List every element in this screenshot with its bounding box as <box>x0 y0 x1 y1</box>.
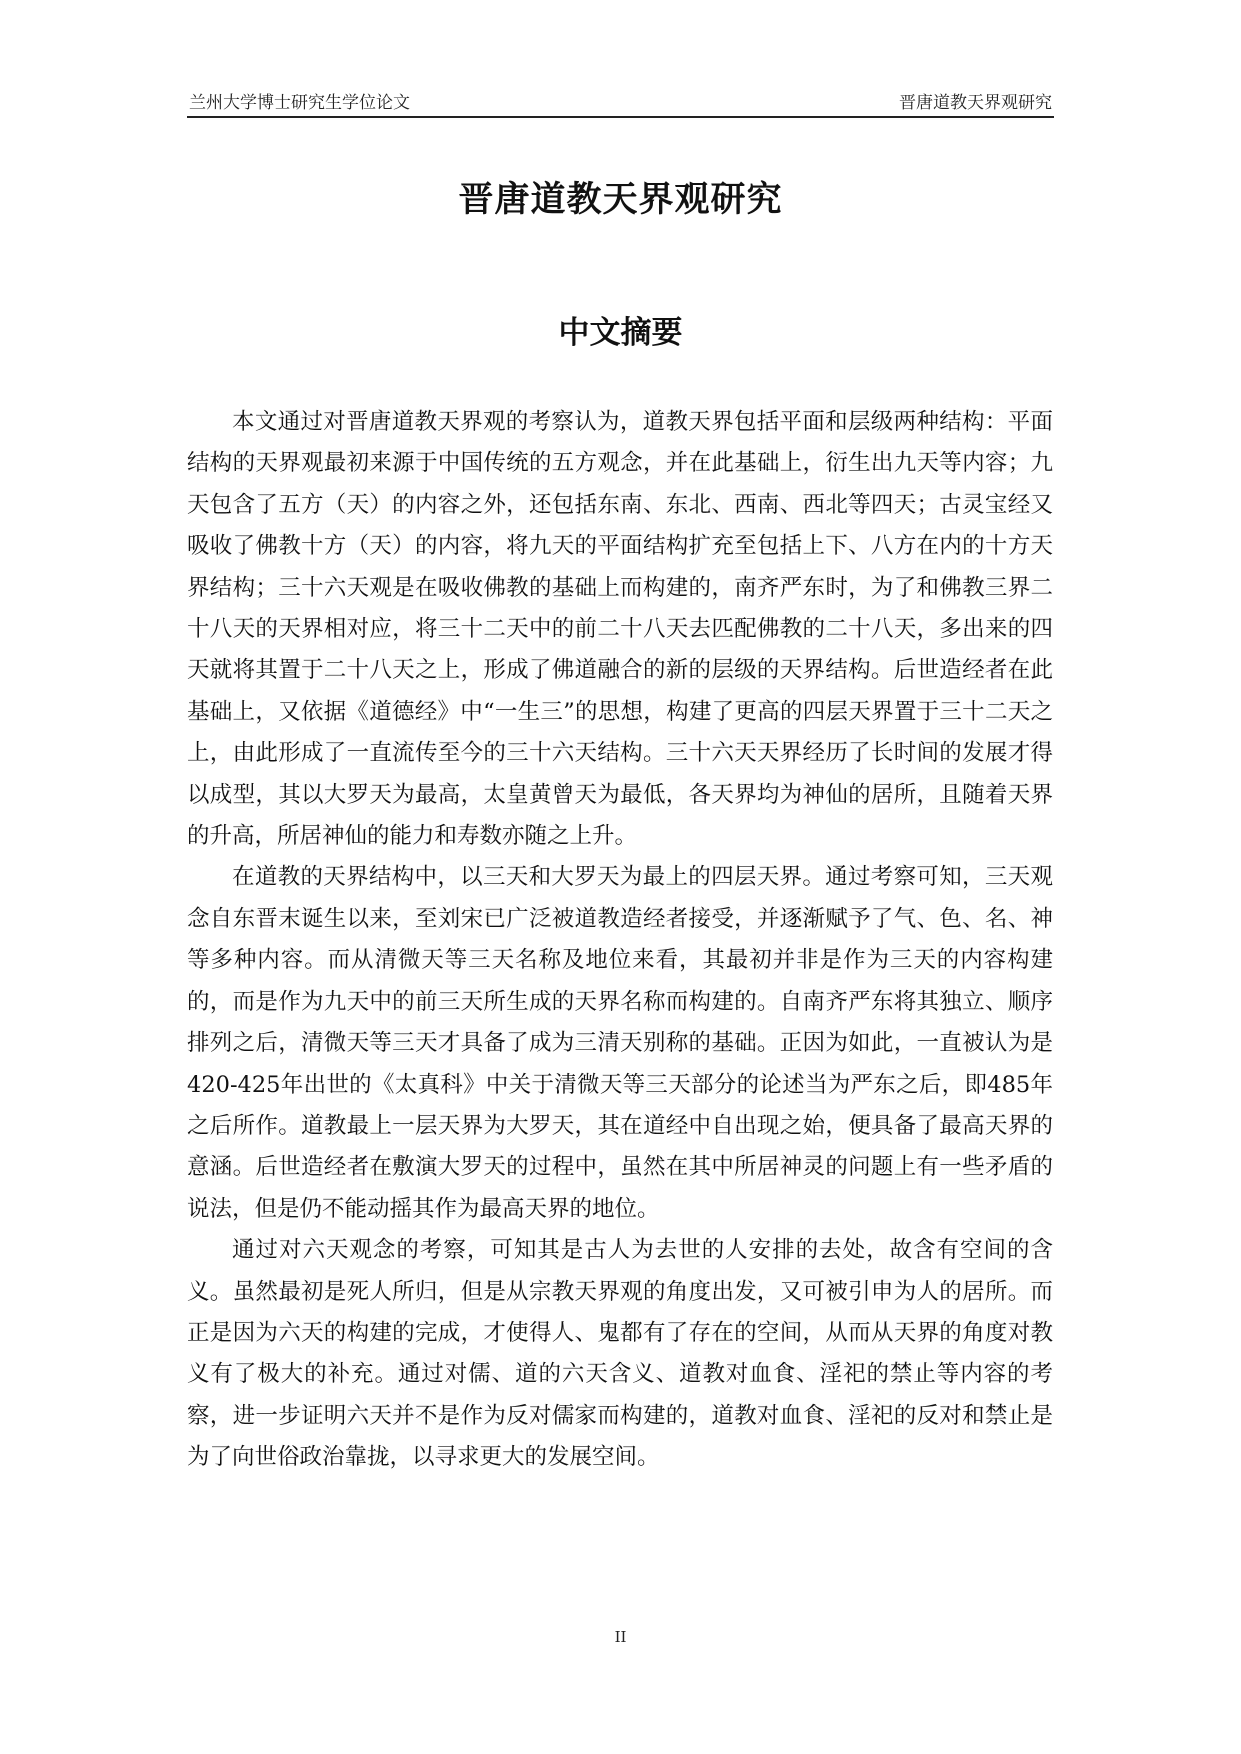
section-title: 中文摘要 <box>558 315 683 351</box>
header-university-label: 兰州大学博士研究生学位论文 <box>189 93 410 113</box>
abstract-paragraph: 本文通过对晋唐道教天界观的考察认为，道教天界包括平面和层级两种结构：平面结构的天界观最初来源于中国传统的五方观念，并在此基础上，衍生出九天等内容；九天包含了五方（天）的内容之外，还包括东南、东北、西南、西北等四天；古灵宝经又吸收了佛教十方（天）的内容，将九天的平面结构扩充至包括上下、八方在内的十方天界结构；三十六天观是在吸收佛教的基础上而构建的，南齐严东时，为了和佛教三界二十八天的天界相对应，将三十二天中的前二十八天去匹配佛教的二十八天，多出来的四天就将其置于二十八天之上，形成了佛道融合的新的层级的天界结构。后世造经者在此基础上，又依据《道德经》中“一生三”的思想，构建了更高的四层天界置于三十二天之上，由此形成了一直流传至今的三十六天结构。三十六天天界经历了长时间的发展才得以成型，其以大罗天为最高，太皇黄曾天为最低，各天界均为神仙的居所，且随着天界的升高，所居神仙的能力和寿数亦随之上升。 <box>187 409 1053 850</box>
abstract-paragraph: 通过对六天观念的考察，可知其是古人为去世的人安排的去处，故含有空间的含义。虽然最初是死人所归，但是从宗教天界观的角度出发，又可被引申为人的居所。而正是因为六天的构建的完成，才使得人、鬼都有了存在的空间，从而从天界的角度对教义有了极大的补充。通过对儒、道的六天含义、道教对血食、淫祀的禁止等内容的考察，进一步证明六天并不是作为反对儒家而构建的，道教对血食、淫祀的反对和禁止是为了向世俗政治靠拢，以寻求更大的发展空间。 <box>187 1237 1053 1471</box>
header-thesis-label: 晋唐道教天界观研究 <box>899 93 1052 113</box>
thesis-title: 晋唐道教天界观研究 <box>458 180 783 220</box>
running-header <box>187 86 1054 118</box>
abstract-paragraph: 在道教的天界结构中，以三天和大罗天为最上的四层天界。通过考察可知，三天观念自东晋末诞生以来，至刘宋已广泛被道教造经者接受，并逐渐赋予了气、色、名、神等多种内容。而从清微天等三天名称及地位来看，其最初并非是作为三天的内容构建的，而是作为九天中的前三天所生成的天界名称而构建的。自南齐严东将其独立、顺序排列之后，清微天等三天才具备了成为三清天别称的基础。正因为如此，一直被认为是420-425年出世的《太真科》中关于清微天等三天部分的论述当为严东之后，即485年之后所作。道教最上一层天界为大罗天，其在道经中自出现之始，便具备了最高天界的意涵。后世造经者在敷演大罗天的过程中，虽然在其中所居神灵的问题上有一些矛盾的说法，但是仍不能动摇其作为最高天界的地位。 <box>187 864 1053 1222</box>
abstract-body <box>187 402 1053 1479</box>
page-number: II <box>614 1628 627 1646</box>
